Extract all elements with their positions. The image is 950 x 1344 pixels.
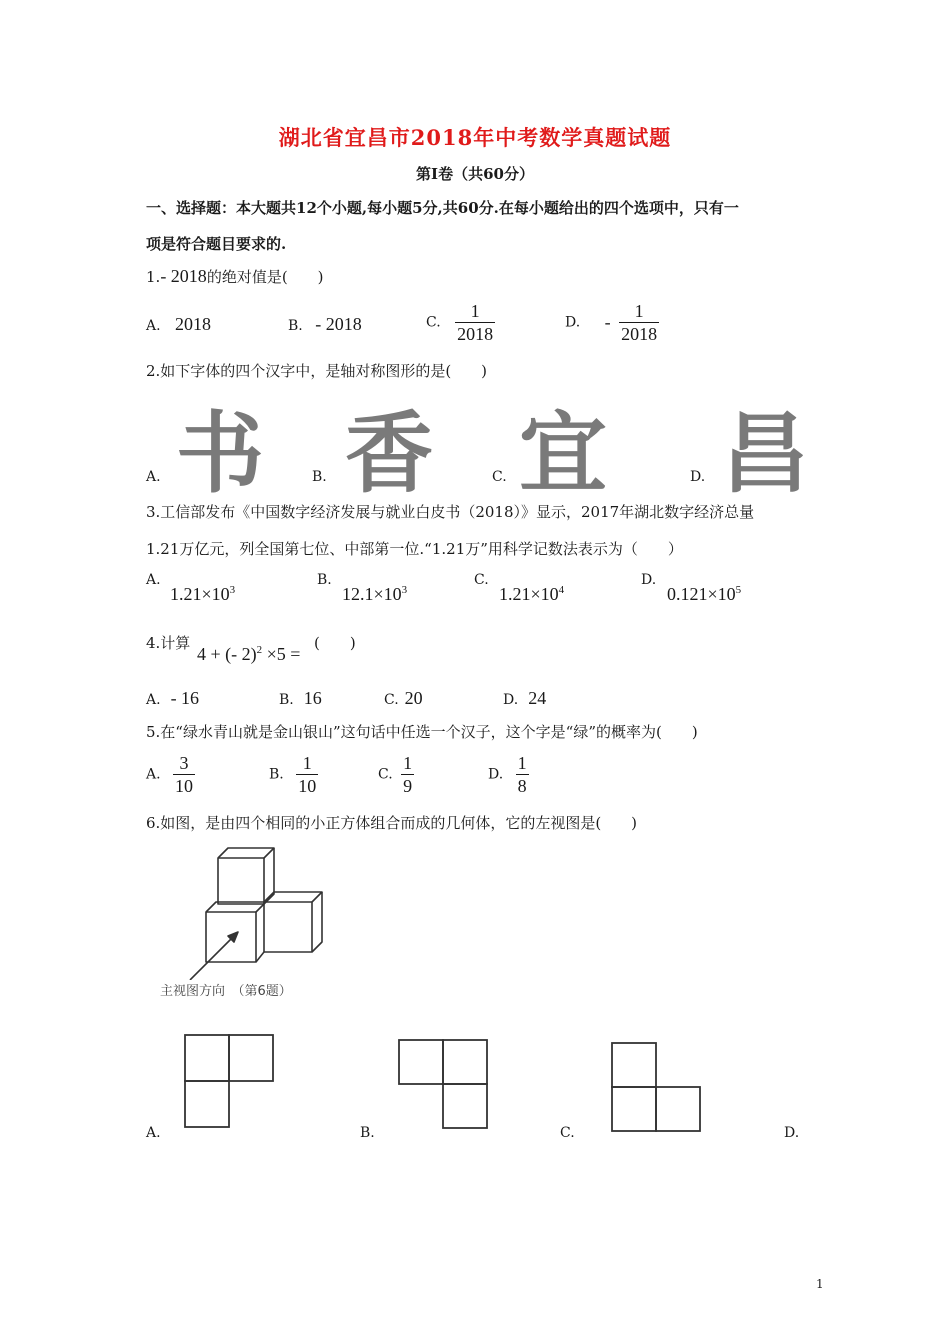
q5-option-d[interactable]: D. $\frac{1}{8}$ [488,753,527,796]
question-4-paren: ( ) [314,634,356,652]
q6-option-a-figure [183,1033,275,1129]
question-4-stem: 4.计算 [146,634,191,652]
q5-b-fraction: $\frac{1}{10}$ [298,753,317,796]
q1-option-a[interactable]: A. 2018 [146,314,212,334]
section-heading-line2: 项是符合题目要求的. [146,235,287,253]
front-cube-edge [256,904,264,912]
q5-c-fraction: $\frac{1}{9}$ [403,753,413,796]
q3-option-b-label[interactable]: B. [317,572,332,588]
question-5-stem: 5.在“绿水青山就是金山银山”这句话中任选一个汉子，这个字是“绿”的概率为( ) [146,723,698,741]
square [185,1081,229,1127]
section-heading-line1: 一、选择题：本大题共12个小题,每小题5分,共60分.在每小题给出的四个选项中，只有一 [146,199,739,217]
q4-option-c[interactable]: C. 20 [384,688,423,708]
q6-option-b-figure [397,1038,489,1132]
character-shu: 书 [176,402,265,505]
q2-option-c[interactable]: C. [492,469,507,485]
character-xiang: 香 [345,402,434,505]
q5-d-fraction: $\frac{1}{8}$ [517,753,527,796]
right-cube-front [264,902,312,952]
q2-option-a[interactable]: A. [146,469,161,485]
question-2-stem: 2.如下字体的四个汉字中，是轴对称图形的是( ) [146,362,488,380]
q1-option-c[interactable]: C. $\frac{1}{2018}$ [426,301,494,344]
q1-option-d[interactable]: D. - $\frac{1}{2018}$ [565,301,658,344]
q6-option-b[interactable]: B. [360,1125,375,1141]
square [612,1087,656,1131]
square [185,1035,229,1081]
page-subtitle: 第Ⅰ卷（共60分） [416,165,534,183]
square [229,1035,273,1081]
q5-option-a[interactable]: A. $\frac{3}{10}$ [146,753,194,796]
q3-option-c[interactable]: $1.21\times 10^4$ [499,584,565,604]
square [443,1084,487,1128]
q5-a-fraction: $\frac{3}{10}$ [175,753,194,796]
q2-option-b[interactable]: B. [312,469,327,485]
question-3-line2: 1.21万亿元，列全国第七位、中部第一位.“1.21万”用科学记数法表示为（ ） [146,540,683,558]
q1-d-fraction: $\frac{1}{2018}$ [621,301,658,344]
q3-option-a-label[interactable]: A. [146,572,161,588]
q3-option-d[interactable]: $0.121\times 10^5$ [667,584,742,604]
q3-option-b[interactable]: $12.1\times 10^3$ [342,584,408,604]
square [612,1043,656,1087]
q2-option-d[interactable]: D. [690,469,706,485]
q6-option-d[interactable]: D. [784,1125,800,1141]
question-4-expression: 4 + (- 2)$^2$ ×5 = [197,644,301,664]
front-cube-bottom-edge [256,952,264,962]
q4-option-b[interactable]: B. 16 [279,688,322,708]
right-cube-top [264,892,322,902]
page-number: 1 [816,1277,824,1291]
character-chang: 昌 [721,402,810,505]
q5-option-c[interactable]: C. $\frac{1}{9}$ [378,753,413,796]
q6-cube-figure [150,840,340,980]
q3-option-d-label[interactable]: D. [641,572,657,588]
square [399,1040,443,1084]
q1-option-b[interactable]: B. - 2018 [288,314,362,334]
q6-option-a[interactable]: A. [146,1125,161,1141]
q3-option-a[interactable]: $1.21\times 10^3$ [170,584,236,604]
q6-option-c[interactable]: C. [560,1125,575,1141]
view-direction-arrow [190,936,234,980]
question-3-line1: 3.工信部发布《中国数字经济发展与就业白皮书（2018）》显示，2017年湖北数字经济总量 [146,503,755,521]
q5-option-b[interactable]: B. $\frac{1}{10}$ [269,753,317,796]
square [443,1040,487,1084]
q4-option-a[interactable]: A. - 16 [146,688,200,708]
square [656,1087,700,1131]
question-1-stem: 1.- 2018的绝对值是( ) [146,266,324,286]
q6-figure-caption: 主视图方向 （第6题） [160,984,292,999]
character-yi: 宜 [519,402,608,505]
q4-option-d[interactable]: D. 24 [503,688,547,708]
q1-c-fraction: $\frac{1}{2018}$ [457,301,494,344]
q6-option-c-figure [610,1041,702,1135]
top-cube-front [218,858,264,904]
top-cube-top [218,848,274,858]
question-6-stem: 6.如图，是由四个相同的小正方体组合而成的几何体，它的左视图是( ) [146,814,638,832]
page-title: 湖北省宜昌市2018年中考数学真题试题 [278,125,672,150]
q3-option-c-label[interactable]: C. [474,572,489,588]
